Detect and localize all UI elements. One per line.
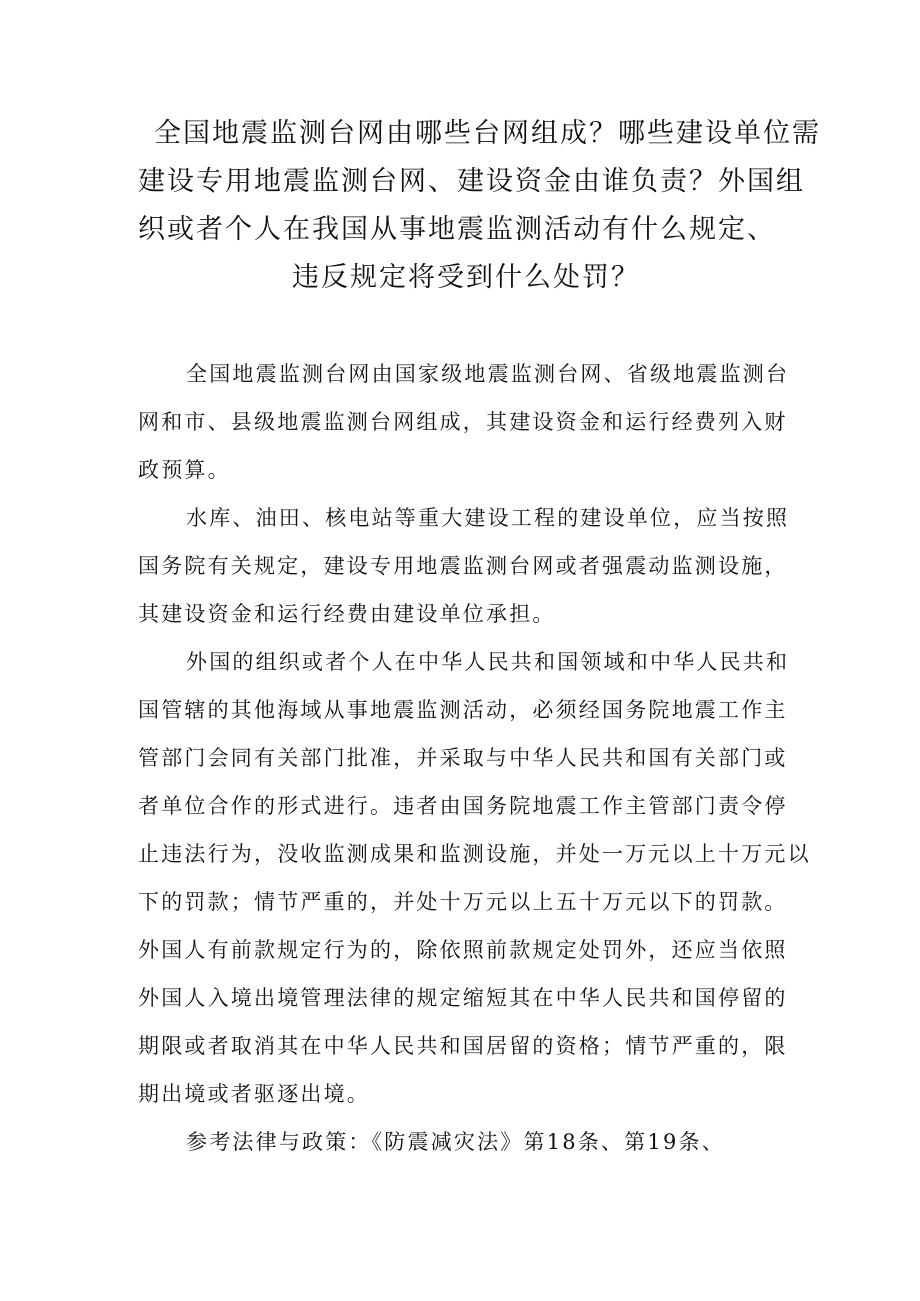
text-line: 国管辖的其他海域从事地震监测活动，必须经国务院地震工作主 [138, 698, 788, 722]
title-line: 全国地震监测台网由哪些台网组成？哪些建设单位需 [154, 118, 821, 149]
text-line: 止违法行为，没收监测成果和监测设施，并处一万元以上十万元以 [138, 842, 811, 866]
text-line: 水库、油田、核电站等重大建设工程的建设单位，应当按照 [186, 506, 790, 530]
paragraph-foreign-activity [138, 638, 811, 1118]
text-line: 外国人有前款规定行为的，除依照前款规定处罚外，还应当依照 [138, 938, 788, 962]
text-line: 下的罚款；情节严重的，并处十万元以上五十万元以下的罚款。 [138, 890, 788, 914]
text-line: 外国的组织或者个人在中华人民共和国领域和中华人民共和 [186, 650, 790, 674]
text-line: 网和市、县级地震监测台网组成，其建设资金和运行经费列入财 [138, 410, 788, 434]
title-line: 违反规定将受到什么处罚？ [292, 262, 640, 293]
title-line: 建设专用地震监测台网、建设资金由谁负责？外国组 [138, 166, 805, 197]
text-line: 其建设资金和运行经费由建设单位承担。 [138, 602, 556, 626]
text-line: 期限或者取消其在中华人民共和国居留的资格；情节严重的，限 [138, 1034, 788, 1058]
paragraph-monitoring-network [138, 350, 798, 494]
text-line: 者单位合作的形式进行。违者由国务院地震工作主管部门责令停 [138, 794, 788, 818]
text-line: 国务院有关规定，建设专用地震监测台网或者强震动监测设施， [138, 554, 788, 578]
title-line: 织或者个人在我国从事地震监测活动有什么规定、 [138, 214, 776, 245]
text-line: 外国人入境出境管理法律的规定缩短其在中华人民共和国停留的 [138, 986, 788, 1010]
document-body [138, 350, 811, 1166]
text-line: 政预算。 [138, 458, 231, 482]
paragraph-construction-units [138, 494, 798, 638]
text-line: 管部门会同有关部门批准，并采取与中华人民共和国有关部门或 [138, 746, 788, 770]
text-line: 期出境或者驱逐出境。 [138, 1082, 370, 1106]
document-title [138, 110, 821, 302]
legal-reference: 参考法律与政策：《防震减灾法》第18条、第19条、 [186, 1130, 725, 1154]
text-line: 全国地震监测台网由国家级地震监测台网、省级地震监测台 [186, 362, 790, 386]
